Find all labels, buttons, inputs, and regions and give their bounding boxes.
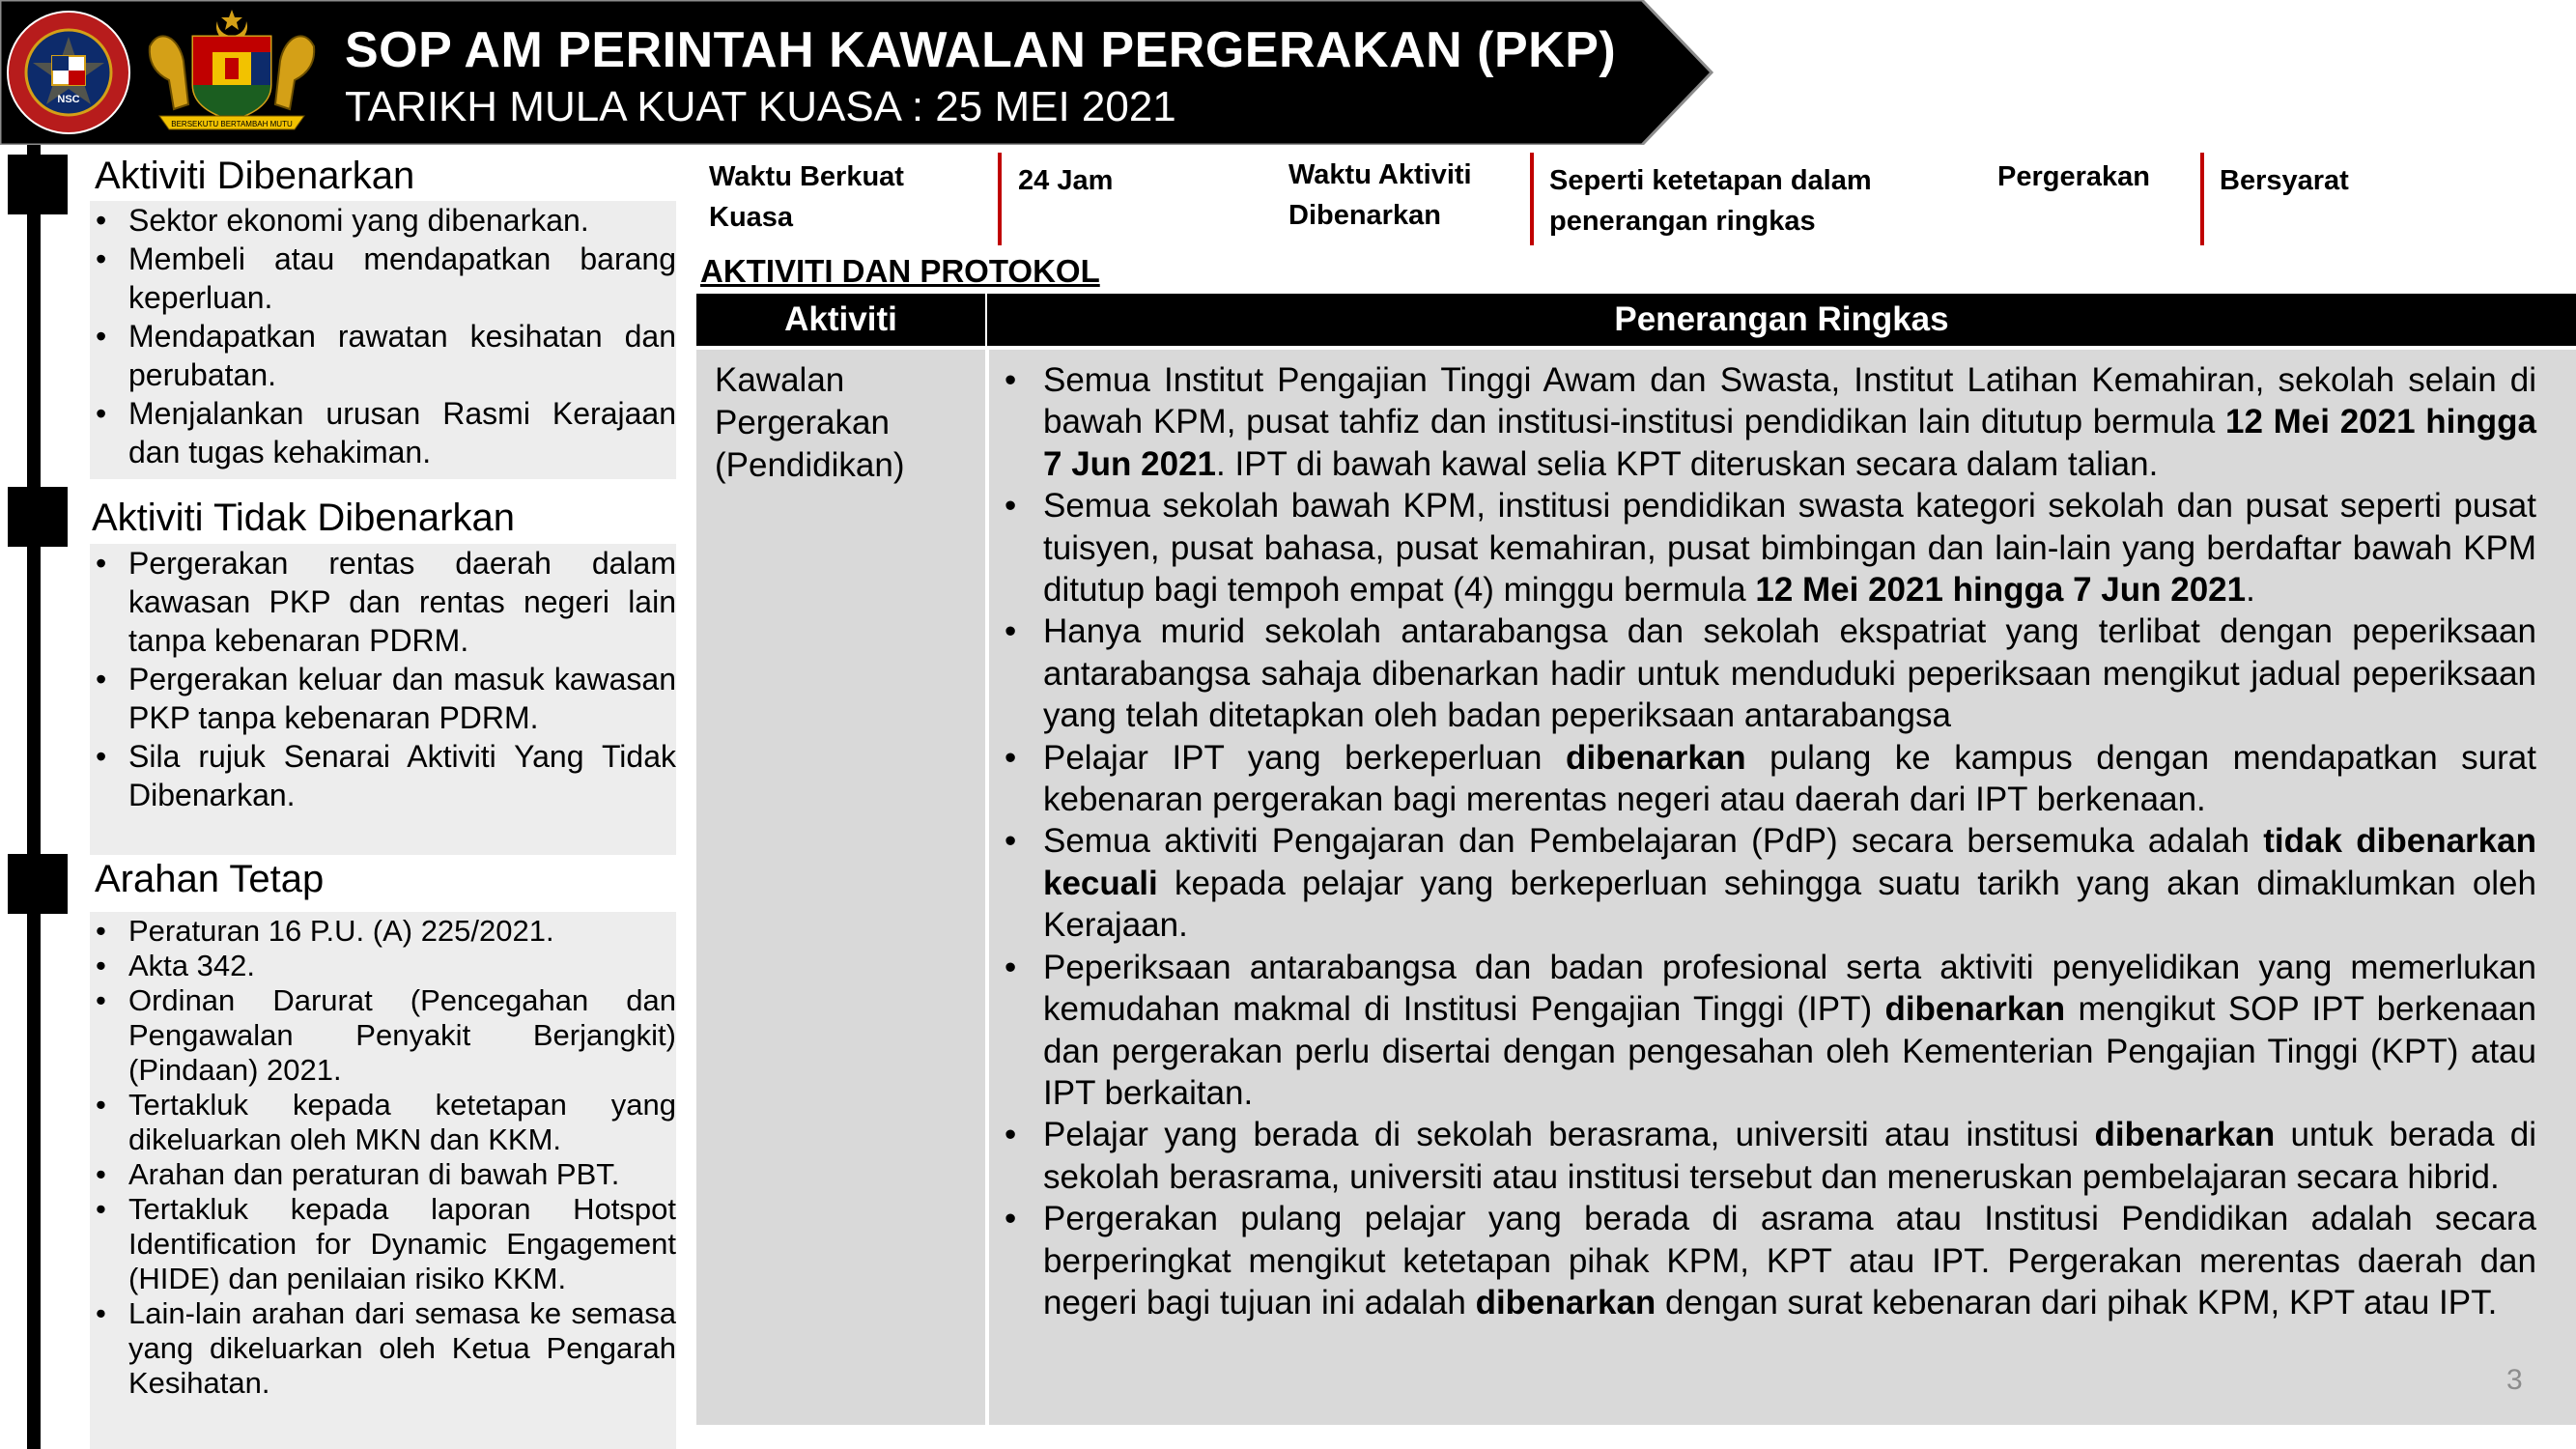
movement-label: Pergerakan [1997,161,2150,192]
text-run: Hanya murid sekolah antarabangsa dan sekolah ekspatriat yang terlibat dengan peperiksaan antarabangsa sahaja dibenarkan hadir untuk menduduki peperiksaan mengikut jadual peperiksaan yang telah ditetapkan oleh badan peperiksaan antarabangsa [1043,612,2536,735]
text-run: pulang ke kampus dengan mendapatkan surat kebenaran pergerakan bagi merentas negeri atau daerah dari IPT berkenaan. [1043,738,2536,819]
text-run: dengan surat kebenaran dari pihak KPM, KPT atau IPT. [1656,1283,2498,1321]
coat-of-arms-logo [140,8,324,137]
list-item: • Mendapatkan rawatan kesihatan dan perubatan. [90,317,676,394]
activity-time-value-line1: Seperti ketetapan dalam [1549,165,1872,196]
text-run: Semua Institut Pengajian Tinggi Awam dan Swasta, Institut Latihan Kemahiran, sekolah selain di bawah KPM, pusat tahfiz dan institusi-institusi pendidikan lain ditutup bermula [1043,361,2536,441]
description-item [1005,611,2536,736]
movement-value: Bersyarat [2220,165,2349,196]
allowed-activities-list [90,201,676,471]
description-item [1005,1114,2536,1198]
bold-text: dibenarkan [2094,1116,2276,1154]
bold-text: dibenarkan [1565,738,1746,777]
text-run: untuk berada di sekolah berasrama, universiti atau institusi tersebut dan meneruskan pembelajaran secara hibrid. [1043,1116,2537,1196]
nsc-logo [6,10,131,135]
timeline-marker-allowed [8,155,68,214]
page-number: 3 [2506,1364,2523,1396]
text-run: Pelajar yang berada di sekolah berasrama, universiti atau institusi [1043,1116,2095,1154]
description-list [1005,359,2536,1323]
list-item: • Peraturan 16 P.U. (A) 225/2021. [90,914,676,949]
text-run: . [2246,571,2255,610]
description-item [1005,947,2536,1115]
description-item [1005,737,2536,821]
effective-time-label [709,156,904,238]
info-separator [2200,153,2204,245]
page-title: SOP AM PERINTAH KAWALAN PERGERAKAN (PKP) [345,22,1617,78]
activity-name-line2: Pergerakan [715,404,890,441]
list-item: • Sektor ekonomi yang dibenarkan. [90,201,676,240]
standing-orders-list [90,914,676,1401]
timeline-line [27,145,41,1449]
text-run: Semua sekolah bawah KPM, institusi pendidikan swasta kategori sekolah dan pusat seperti pusat tuisyen, pusat bahasa, pusat kemahiran, pusat bimbingan dan lain-lain yang berdaftar bawah KPM ditutup bagi tempoh empat (4) minggu bermula [1043,487,2536,610]
description-item [1005,485,2536,611]
activity-name-line3: (Pendidikan) [715,446,905,484]
list-item: • Akta 342. [90,949,676,983]
text-run: mengikut SOP IPT berkenaan dan pergerakan perlu disertai dengan pengesahan oleh Kementerian Pengajian Tinggi (KPT) atau IPT berkaitan. [1043,990,2536,1112]
effective-time-label-line2: Kuasa [709,202,794,233]
svg-text:NSC: NSC [57,94,80,105]
list-item: • Membeli atau mendapatkan barang keperluan. [90,240,676,317]
description-item [1005,820,2536,946]
timeline-marker-not-allowed [8,487,68,547]
activity-cell [696,350,985,1425]
info-separator [1530,153,1534,245]
column-header-activity: Aktiviti [696,294,985,346]
description-item [1005,1198,2536,1323]
list-item: • Arahan dan peraturan di bawah PBT. [90,1157,676,1192]
text-run: . IPT di bawah kawal selia KPT diteruskan secara dalam talian. [1216,444,2159,483]
list-item: • Tertakluk kepada ketetapan yang dikeluarkan oleh MKN dan KKM. [90,1088,676,1157]
activities-protocol-title: AKTIVITI DAN PROTOKOL [700,253,1100,289]
timeline-marker-standing-orders [8,854,68,914]
list-item: • Ordinan Darurat (Pencegahan dan Pengawalan Penyakit Berjangkit) (Pindaan) 2021. [90,983,676,1088]
activity-time-label-line1: Waktu Aktiviti [1288,159,1472,190]
svg-text:BERSEKUTU BERTAMBAH MUTU: BERSEKUTU BERTAMBAH MUTU [171,120,293,128]
bold-text: 12 Mei 2021 hingga 7 Jun 2021 [1755,571,2247,610]
text-run: Peperiksaan antarabangsa dan badan profesional serta aktiviti penyelidikan yang memerlukan kemudahan makmal di Institusi Pengajian Tinggi (IPT) [1043,948,2536,1029]
not-allowed-activities-list [90,544,676,814]
activity-time-value-line2: penerangan ringkas [1549,206,1816,237]
info-separator [998,153,1002,245]
list-item: • Pergerakan rentas daerah dalam kawasan PKP dan rentas negeri lain tanpa kebenaran PDRM. [90,544,676,660]
activity-name [715,359,976,487]
activity-time-label [1288,155,1472,236]
text-run: Semua aktiviti Pengajaran dan Pembelajaran (PdP) secara bersemuka adalah [1043,822,2264,861]
text-run: Pelajar IPT yang berkeperluan [1043,738,1566,777]
effective-date-subtitle: TARIKH MULA KUAT KUASA : 25 MEI 2021 [345,83,1176,130]
list-item: • Pergerakan keluar dan masuk kawasan PKP tanpa kebenaran PDRM. [90,660,676,737]
bold-text: tidak dibenarkan kecuali [1043,822,2536,902]
effective-time-label-line1: Waktu Berkuat [709,161,904,192]
activity-name-line1: Kawalan [715,361,845,399]
list-item: • Lain-lain arahan dari semasa ke semasa yang dikeluarkan oleh Ketua Pengarah Kesihatan. [90,1296,676,1401]
text-run: kepada pelajar yang berkeperluan sehingga suatu tarikh yang akan dimaklumkan oleh Kerajaan. [1043,864,2536,945]
column-header-description: Penerangan Ringkas [987,294,2576,346]
list-item: • Menjalankan urusan Rasmi Kerajaan dan tugas kehakiman. [90,394,676,471]
header-banner [0,0,1719,145]
activity-time-value [1549,160,1872,242]
bold-text: dibenarkan [1475,1283,1656,1321]
bold-text: dibenarkan [1884,990,2066,1029]
standing-orders-heading: Arahan Tetap [95,858,325,900]
text-run: Pergerakan pulang pelajar yang berada di asrama atau Institusi Pendidikan adalah secara berperingkat mengikut ketetapan pihak KPM, KPT atau IPT. Pergerakan merentas daerah dan negeri bagi tujuan ini adalah [1043,1200,2536,1321]
allowed-activities-heading: Aktiviti Dibenarkan [95,155,415,197]
description-item [1005,359,2536,485]
activity-time-label-line2: Dibenarkan [1288,200,1441,231]
list-item: • Sila rujuk Senarai Aktiviti Yang Tidak Dibenarkan. [90,737,676,814]
effective-time-value: 24 Jam [1018,165,1114,196]
bold-text: 12 Mei 2021 hingga 7 Jun 2021 [1043,403,2536,483]
not-allowed-activities-heading: Aktiviti Tidak Dibenarkan [92,497,515,539]
list-item: • Tertakluk kepada laporan Hotspot Identification for Dynamic Engagement (HIDE) dan penilaian risiko KKM. [90,1192,676,1296]
